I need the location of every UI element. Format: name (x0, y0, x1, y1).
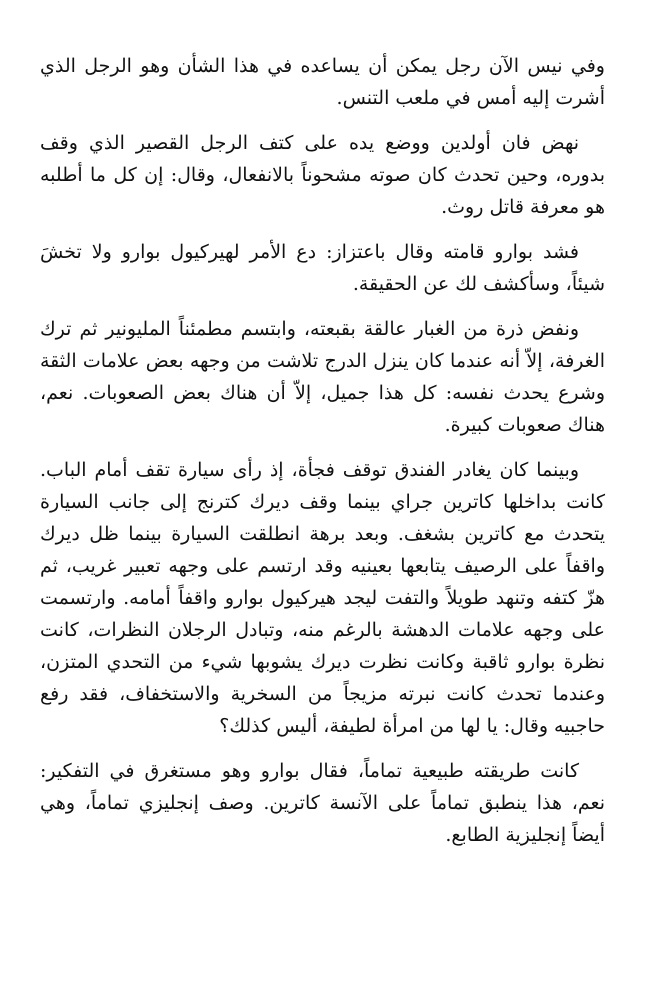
paragraph-5: وبينما كان يغادر الفندق توقف فجأة، إذ رأى سيارة تقف أمام الباب. كانت بداخلها كاترين جراي بينما وقف ديرك كترنج إلى جانب السيارة يتحدث مع كاترين بشغف. وبعد برهة انطلقت السيارة بينما ظل ديرك واقفاً على الرصيف يتابعها بعينيه وقد ارتسم على وجهه تعبير غريب، ثم هزّ كتفه وتنهد طويلاً والتفت ليجد هيركيول بوارو واقفاً أمامه. وارتسمت على وجهه علامات الدهشة بالرغم منه، وتبادل الرجلان النظرات، كانت نظرة بوارو ثاقبة وكانت نظرت ديرك يشوبها شيء من التحدي المتزن، وعندما تحدث كانت نبرته مزيجاً من السخرية والاستخفاف، فقد رفع حاجبيه وقال: يا لها من امرأة لطيفة، أليس كذلك؟ (40, 459, 605, 737)
paragraph-1: وفي نيس الآن رجل يمكن أن يساعده في هذا الشأن وهو الرجل الذي أشرت إليه أمس في ملعب التنس. (40, 55, 605, 109)
paragraph-4: ونفض ذرة من الغبار عالقة بقبعته، وابتسم مطمئناً المليونير ثم ترك الغرفة، إلاّ أنه عندما كان ينزل الدرج تلاشت من وجهه بعض علامات الثقة وشرع يحدث نفسه: كل هذا جميل، إلاّ أن هناك بعض الصعوبات. نعم، هناك صعوبات كبيرة. (40, 318, 605, 436)
paragraph-2: نهض فان أولدين ووضع يده على كتف الرجل القصير الذي وقف بدوره، وحين تحدث كان صوته مشحوناً بالانفعال، وقال: إن كل ما أطلبه هو معرفة قاتل روث. (40, 132, 605, 218)
paragraph-3: فشد بوارو قامته وقال باعتزاز: دع الأمر لهيركيول بوارو ولا تخشَ شيئاً، وسأكشف لك عن الحقيقة. (40, 241, 605, 295)
paragraph-6: كانت طريقته طبيعية تماماً، فقال بوارو وهو مستغرق في التفكير: نعم، هذا ينطبق تماماً على الآنسة كاترين. وصف إنجليزي تماماً، وهي أيضاً إنجليزية الطابع. (40, 760, 605, 846)
